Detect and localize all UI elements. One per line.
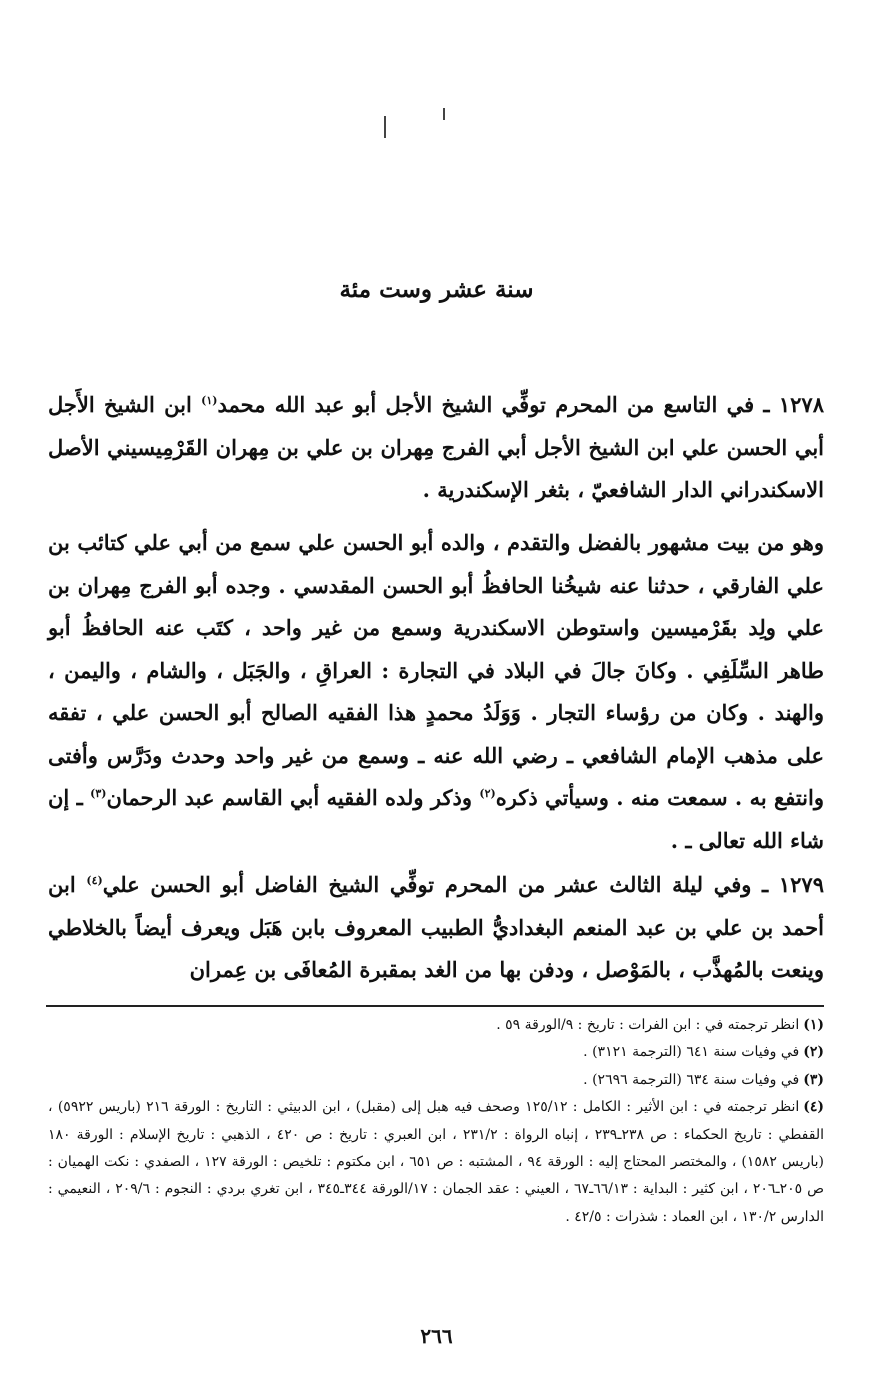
footnote-text: في وفيات سنة ٦٣٤ (الترجمة ٢٦٩٦) . <box>583 1071 800 1088</box>
paragraph-text: وذكر ولده الفقيه أبي القاسم عبد الرحمان <box>106 785 480 810</box>
page-number: ٢٦٦ <box>420 1324 453 1348</box>
footnote-mark: (٢) <box>803 1044 824 1061</box>
footnote-text: في وفيات سنة ٦٤١ (الترجمة ٣١٢١) . <box>583 1044 800 1061</box>
footnote-mark: (٤) <box>803 1099 825 1116</box>
footnote-ref[interactable]: (٢) <box>479 787 496 800</box>
footnote-item <box>48 1067 824 1094</box>
footnote-mark: (٣) <box>803 1071 824 1088</box>
entry-number: ١٢٧٩ <box>778 872 824 897</box>
entry-text: ـ وفي ليلة الثالث عشر من المحرم توفِّي الشيخ الفاضل أبو الحسن علي <box>102 872 779 897</box>
footnote-divider <box>46 1005 824 1007</box>
footnote-item <box>48 1039 824 1066</box>
footnotes-list <box>48 1012 824 1231</box>
footnote-text: انظر ترجمته في : ابن الفرات : تاريخ : ٩/الورقة ٥٩ . <box>496 1017 800 1033</box>
entry-text: ابن الشيخ الأَجل أبي الحسن علي ابن الشيخ الأجل أبي الفرج مِهران بن علي بن مِهران القَرْمِيسيني الأصل الاسكندراني الدار الشافعيّ ، بثغر الإسكندرية . <box>48 392 824 502</box>
scan-mark <box>443 108 445 120</box>
entry-text: ـ في التاسع من المحرم توفِّي الشيخ الأجل أبو عبد الله محمد <box>217 392 779 417</box>
footnote-ref[interactable]: (٣) <box>90 787 107 800</box>
entry-1279 <box>48 864 824 992</box>
page-title: سنة عشر وست مئة <box>339 276 534 303</box>
scan-mark <box>384 116 386 138</box>
footnote-text: انظر ترجمته في : ابن الأثير : الكامل : ١٢٥/١٢ وصحف فيه هبل إلى (مقبل) ، ابن الدبيثي : التاريخ : الورقة ٢١٦ (باريس ٥٩٢٢) ، القفطي : تاريخ الحكماء : ص ٢٣٨ـ٢٣٩ ، إنباه الرواة : ٢٣١/٢ ، ابن العبري : تاريخ : ص ٤٢٠ ، الذهبي : تاريخ الإسلام : الورقة ١٨٠ (باريس ١٥٨٢) ، والمختصر المحتاج إليه : الورقة ٩٤ ، المشتبه : ص ٦٥١ ، ابن مكتوم : تلخيص : الورقة ١٢٧ ، الصفدي : نكت الهميان : ص ٢٠٥ـ٢٠٦ ، ابن كثير : البداية : ٦٦/١٣ـ٦٧ ، العيني : عقد الجمان : ١٧/الورقة ٣٤٤ـ٣٤٥ ، ابن تغري بردي : النجوم : ٢٠٩/٦ ، النعيمي : الدارس ١٣٠/٢ ، ابن العماد : شذرات : ٤٢/٥ . <box>48 1099 825 1225</box>
entry-text: ابن أحمد بن علي بن عبد المنعم البغداديُّ الطبيب المعروف بابن هَبَل ويعرف أيضاً بالخلاطي وينعت بالمُهذَّب ، بالمَوْصل ، ودفن بها من الغد بمقبرة المُعافَى بن عِمران <box>48 872 824 982</box>
footnote-ref[interactable]: (١) <box>201 394 218 407</box>
paragraph-text: وهو من بيت مشهور بالفضل والتقدم ، والده أبو الحسن علي سمع من أبي علي كتائب بن علي الفارقي ، حدثنا عنه شيخُنا الحافظُ أبو الحسن المقدسي . وجده أبو الفرج مِهران بن علي ولِد بقَرْميسين واستوطن الاسكندرية وسمع من غير واحد ، كتَب عنه الحافظُ أبو طاهر السِّلَفِي . وكانَ جالَ في البلاد في التجارة : العراقِ ، والجَبَل ، والشام ، واليمن ، والهند . وكان من رؤساء التجار . وَوَلَدُ محمدٍ هذا الفقيه الصالح أبو الحسن علي ، تفقه على مذهب الإمام الشافعي ـ رضي الله عنه ـ وسمع من غير واحد وحدث ودَرَّس وأفتى وانتفع به . سمعت منه . وسيأتي ذكره <box>48 530 825 810</box>
footnote-item <box>48 1094 824 1231</box>
footnote-ref[interactable]: (٤) <box>86 874 103 887</box>
entry-number: ١٢٧٨ <box>778 392 824 417</box>
footnote-mark: (١) <box>803 1017 824 1033</box>
footnote-item <box>48 1012 824 1039</box>
entry-1278 <box>48 384 824 512</box>
paragraph-text: ـ إن شاء الله تعالى ـ . <box>48 785 824 853</box>
paragraph-biography <box>48 522 824 862</box>
